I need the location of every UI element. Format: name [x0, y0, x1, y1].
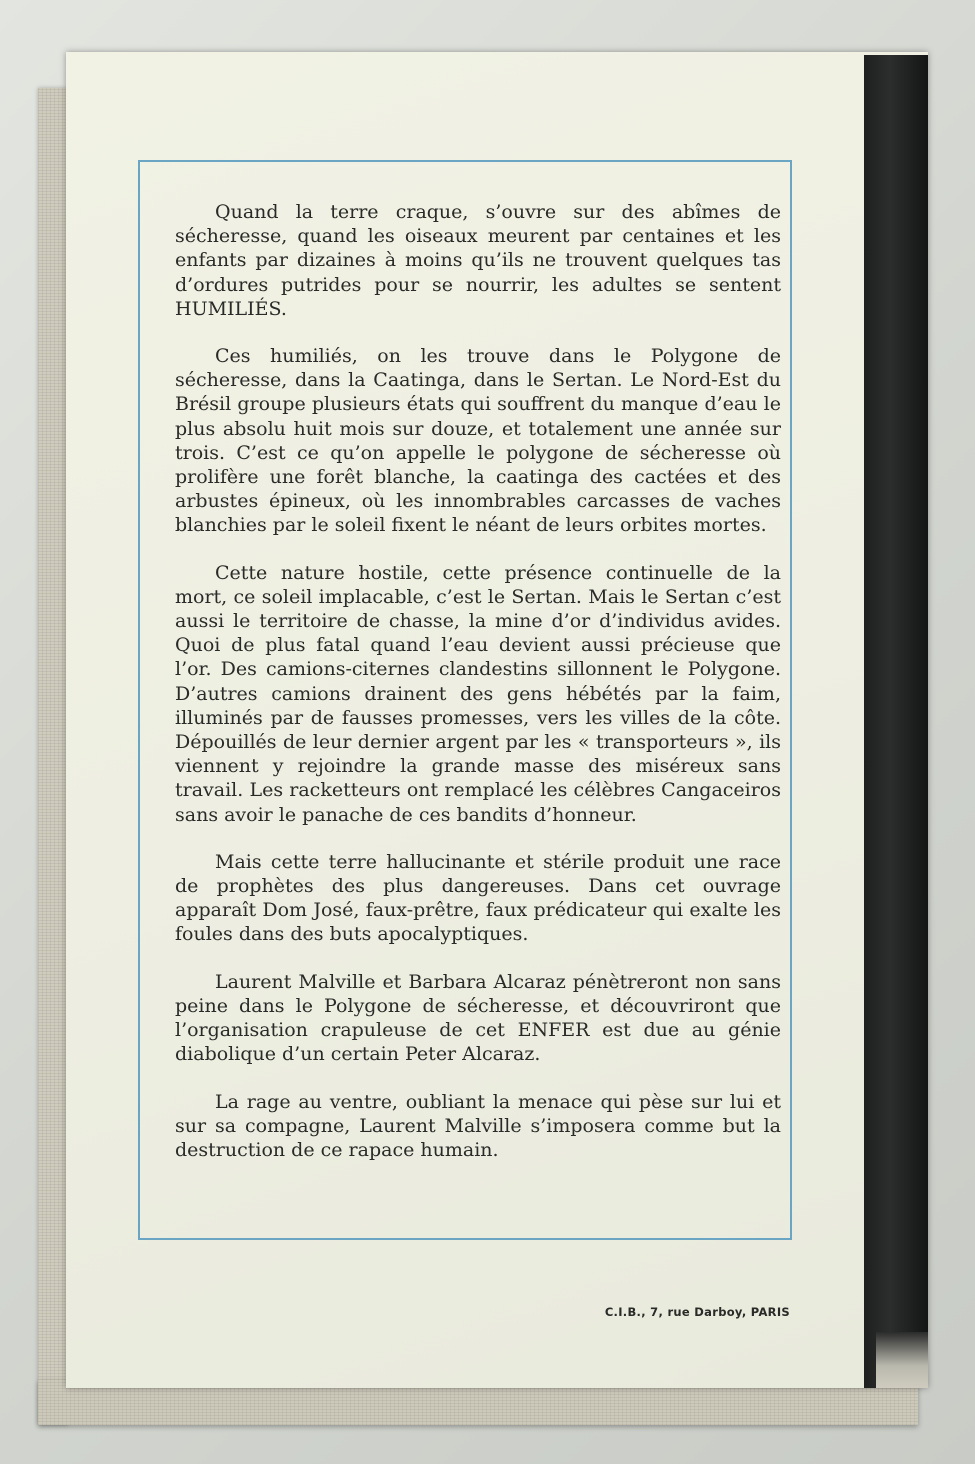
blurb-paragraph-1: Quand la terre craque, s’ouvre sur des abîmes de sécheresse, quand les oiseaux meurent par centaines et les enfants par dizaines à moins qu’ils ne trouvent quelques tas d’ordures putrides pour se nourrir, les adultes se sentent HUMILIÉS.	[175, 201, 781, 320]
blurb-text	[175, 200, 781, 1185]
blurb-paragraph-6: La rage au ventre, oubliant la menace qui pèse sur lui et sur sa compagne, Laurent Malville s’imposera comme but la destruction de ce rapace humain.	[175, 1090, 781, 1161]
blurb-paragraph-5: Laurent Malville et Barbara Alcaraz pénètreront non sans peine dans le Polygone de sécheresse, et découvriront que l’organisation crapuleuse de cet ENFER est due au génie diabolique d’un certain Peter Alcaraz.	[175, 970, 781, 1066]
book-spine	[864, 55, 928, 1388]
publisher-imprint: C.I.B., 7, rue Darboy, PARIS	[604, 1305, 790, 1319]
blurb-paragraph-4: Mais cette terre hallucinante et stérile produit une race de prophètes des plus dangereuses. Dans cet ouvrage apparaît Dom José, faux-prêtre, faux prédicateur qui exalte les foules dans des buts apocalyptiques.	[175, 850, 781, 946]
book-page-edge-left	[38, 88, 68, 1425]
blurb-paragraph-2: Ces humiliés, on les trouve dans le Polygone de sécheresse, dans la Caatinga, dans le Sertan. Le Nord-Est du Brésil groupe plusieurs états qui souffrent du manque d’eau le plus absolu huit mois sur douze, et totalement une année sur trois. C’est ce qu’on appelle le polygone de sécheresse où prolifère une forêt blanche, la caatinga des cactées et des arbustes épineux, où les innombrables carcasses de vaches blanchies par le soleil fixent le néant de leurs orbites mortes.	[175, 345, 781, 537]
spine-worn-corner	[876, 1332, 928, 1388]
blurb-paragraph-3: Cette nature hostile, cette présence continuelle de la mort, ce soleil implacable, c’est le Sertan. Mais le Sertan c’est aussi le territoire de chasse, la mine d’or d’individus avides. Quoi de plus fatal quand l’eau devient aussi précieuse que l’or. Des camions-citernes clandestins sillonnent le Polygone. D’autres camions drainent des gens hébétés par la faim, illuminés par de fausses promesses, vers les villes de la côte. Dépouillés de leur dernier argent par les « transporteurs », ils viennent y rejoindre la grande masse des miséreux sans travail. Les racketteurs ont remplacé les célèbres Cangaceiros sans avoir le panache de ces bandits d’honneur.	[175, 561, 781, 826]
